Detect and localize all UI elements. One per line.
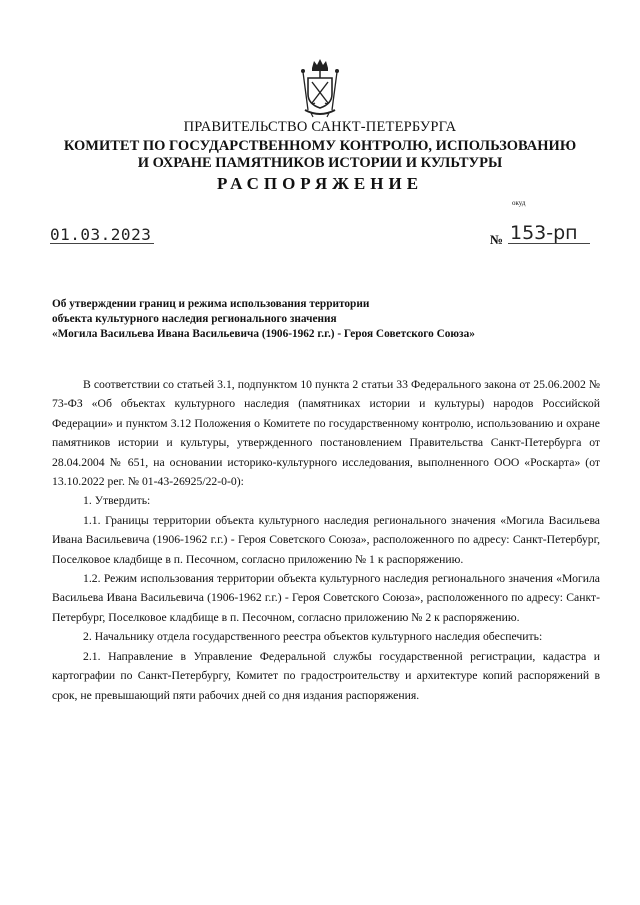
- government-title: ПРАВИТЕЛЬСТВО САНКТ-ПЕТЕРБУРГА: [183, 119, 457, 135]
- committee-title-line-1: КОМИТЕТ ПО ГОСУДАРСТВЕННОМУ КОНТРОЛЮ, ИСПОЛЬЗОВАНИЮ: [63, 138, 577, 154]
- okud-label: окуд: [512, 199, 526, 207]
- number-label: №: [490, 232, 504, 247]
- document-body: [52, 375, 600, 705]
- preamble-paragraph: В соответствии со статьей 3.1, подпунктом 10 пункта 2 статьи 33 Федерального закона от 25.06.2002 № 73-ФЗ «Об объектах культурного наследия (памятниках истории и культуры) народов Российской Федерации» и пунктом 3.12 Положения о Комитете по государственному контролю, использованию и охране памятников истории и культуры, утвержденного постановлением Правительства Санкт-Петербурга от 28.04.2004 № 651, на основании историко-культурного исследования, выполненного ООО «Роскарта» (от 13.10.2022 рег. № 01-43-26925/22-0-0):: [52, 378, 600, 489]
- coat-of-arms-icon: [297, 58, 343, 118]
- subject-line-3: «Могила Васильева Ивана Васильевича (1906-1962 г.г.) - Героя Советского Союза»: [52, 328, 475, 340]
- document-subject: [52, 297, 612, 342]
- subject-line-1: Об утверждении границ и режима использования территории: [52, 298, 370, 310]
- document-type: РАСПОРЯЖЕНИЕ: [216, 174, 424, 193]
- item-2: 2. Начальнику отдела государственного реестра объектов культурного наследия обеспечить:: [83, 630, 543, 644]
- item-1-1: 1.1. Границы территории объекта культурного наследия регионального значения «Могила Васильева Ивана Васильевича (1906-1962 г.г.) - Героя Советского Союза», расположенного по адресу: Санкт-Петербург, Поселковое кладбище в п. Песочном, согласно приложению № 1 к распоряжению.: [52, 513, 600, 566]
- item-2-1: 2.1. Направление в Управление Федеральной службы государственной регистрации, кадастра и картографии по Санкт-Петербургу, Комитет по градостроительству и архитектуре копий распоряжений в срок, не превышающий пяти рабочих дней со дня издания распоряжения.: [52, 649, 600, 702]
- subject-line-2: объекта культурного наследия регионального значения: [52, 313, 337, 325]
- committee-title-line-2: И ОХРАНЕ ПАМЯТНИКОВ ИСТОРИИ И КУЛЬТУРЫ: [137, 155, 503, 171]
- item-1-2: 1.2. Режим использования территории объекта культурного наследия регионального значения «Могила Васильева Ивана Васильевича (1906-1962 г.г.) - Героя Советского Союза», расположенного по адресу: Санкт-Петербург, Поселковое кладбище в п. Песочном, согласно приложению № 2 к распоряжению.: [52, 572, 600, 624]
- committee-title: [0, 138, 640, 172]
- document-number: 153-рп: [508, 223, 590, 244]
- document-date: 01.03.2023: [50, 226, 154, 244]
- item-1: 1. Утвердить:: [83, 494, 151, 508]
